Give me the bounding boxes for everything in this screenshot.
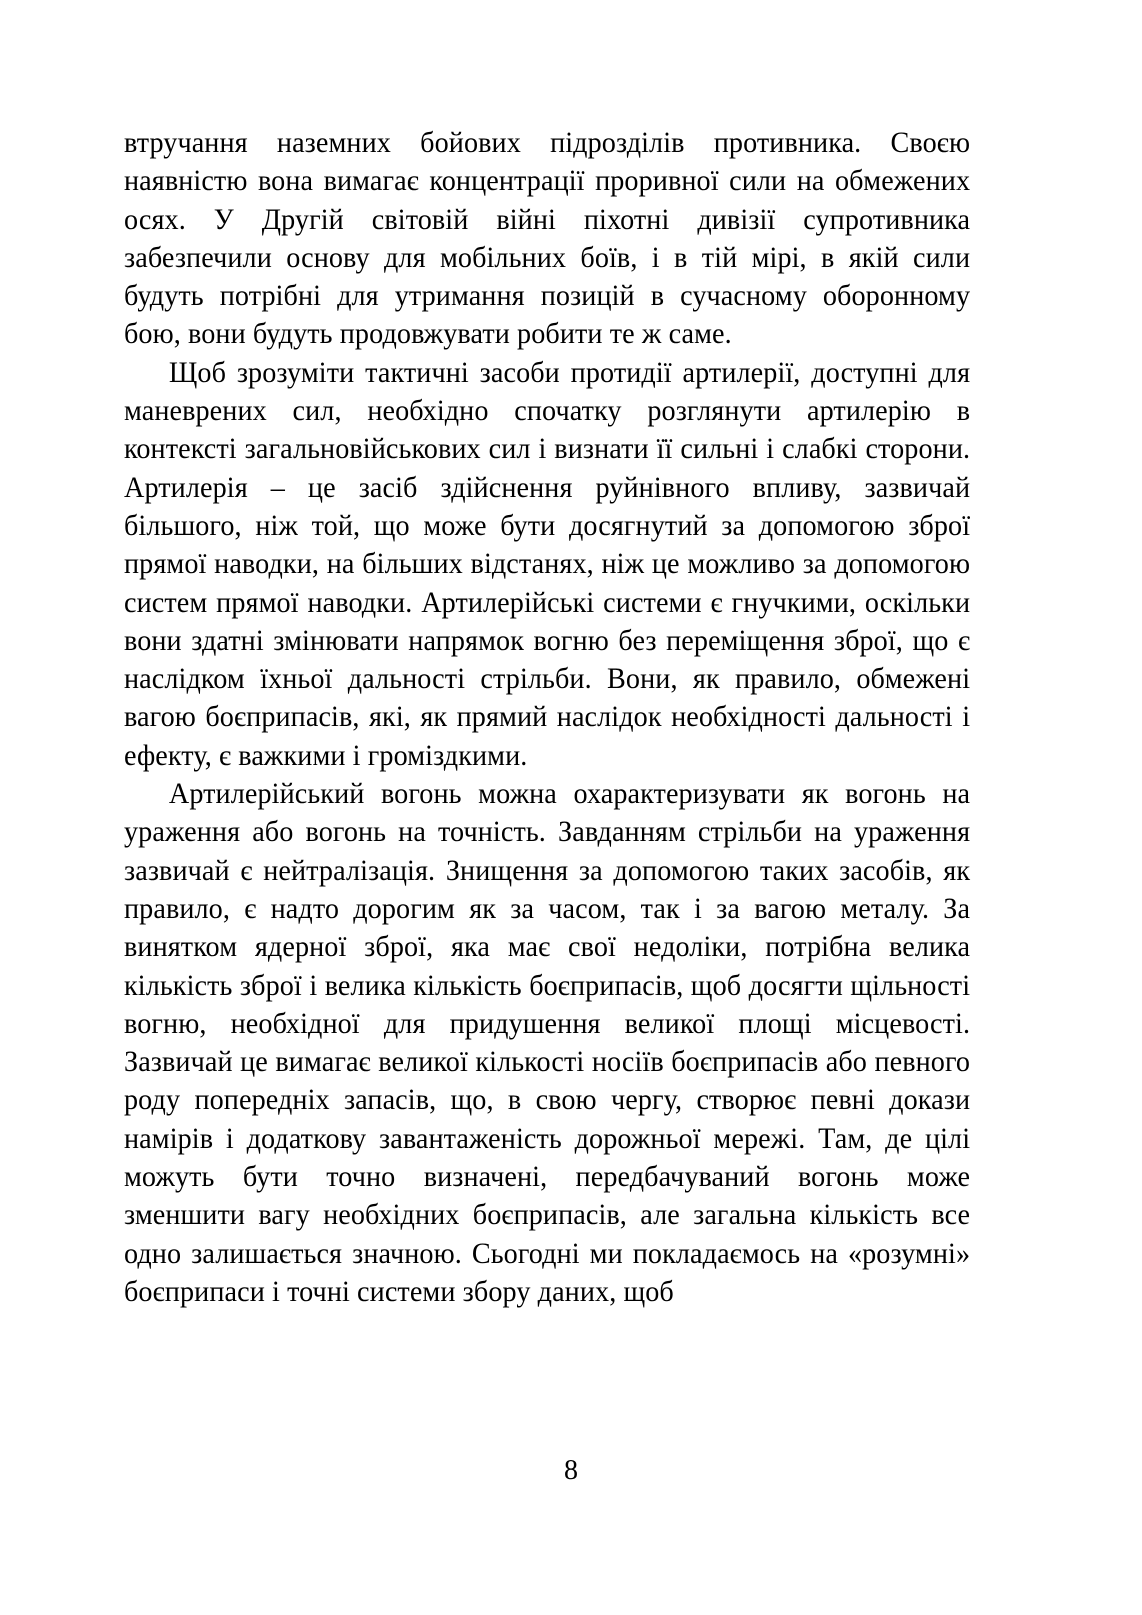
page-number: 8	[564, 1455, 578, 1486]
body-paragraph: втручання наземних бойових підрозділів противника. Своєю наявністю вона вимагає концентрації проривної сили на обмежених осях. У Другій світовій війні піхотні дивізії супротивника забезпечили основу для мобільних боїв, і в тій мірі, в якій сили будуть потрібні для утримання позицій в сучасному оборонному бою, вони будуть продовжувати робити те ж саме.	[124, 127, 971, 351]
page-text-block	[124, 124, 1010, 1311]
body-paragraph: Щоб зрозуміти тактичні засоби протидії артилерії, доступні для маневрених сил, необхідно спочатку розглянути артилерію в контексті загальновійськових сил і визнати її сильні і слабкі сторони. Артилерія – це засіб здійснення руйнівного впливу, зазвичай більшого, ніж той, що може бути досягнутий за допомогою зброї прямої наводки, на більших відстанях, ніж це можливо за допомогою систем прямої наводки. Артилерійські системи є гнучкими, оскільки вони здатні змінювати напрямок вогню без переміщення зброї, що є наслідком їхньої дальності стрільби. Вони, як правило, обмежені вагою боєприпасів, які, як прямий наслідок необхідності дальності і ефекту, є важкими і громіздкими.	[124, 356, 971, 772]
body-paragraph: Артилерійський вогонь можна охарактеризувати як вогонь на ураження або вогонь на точність. Завданням стрільби на ураження зазвичай є нейтралізація. Знищення за допомогою таких засобів, як правило, є надто дорогим як за часом, так і за вагою металу. За винятком ядерної зброї, яка має свої недоліки, потрібна велика кількість зброї і велика кількість боєприпасів, щоб досягти щільності вогню, необхідної для придушення великої площі місцевості. Зазвичай це вимагає великої кількості носіїв боєприпасів або певного роду попередніх запасів, що, в свою чергу, створює певні докази намірів і додаткову завантаженість дорожньої мережі. Там, де цілі можуть бути точно визначені, передбачуваний вогонь може зменшити вагу необхідних боєприпасів, але загальна кількість все одно залишається значною. Сьогодні ми покладаємось на «розумні» боєприпаси і точні системи збору даних, щоб	[124, 778, 971, 1308]
